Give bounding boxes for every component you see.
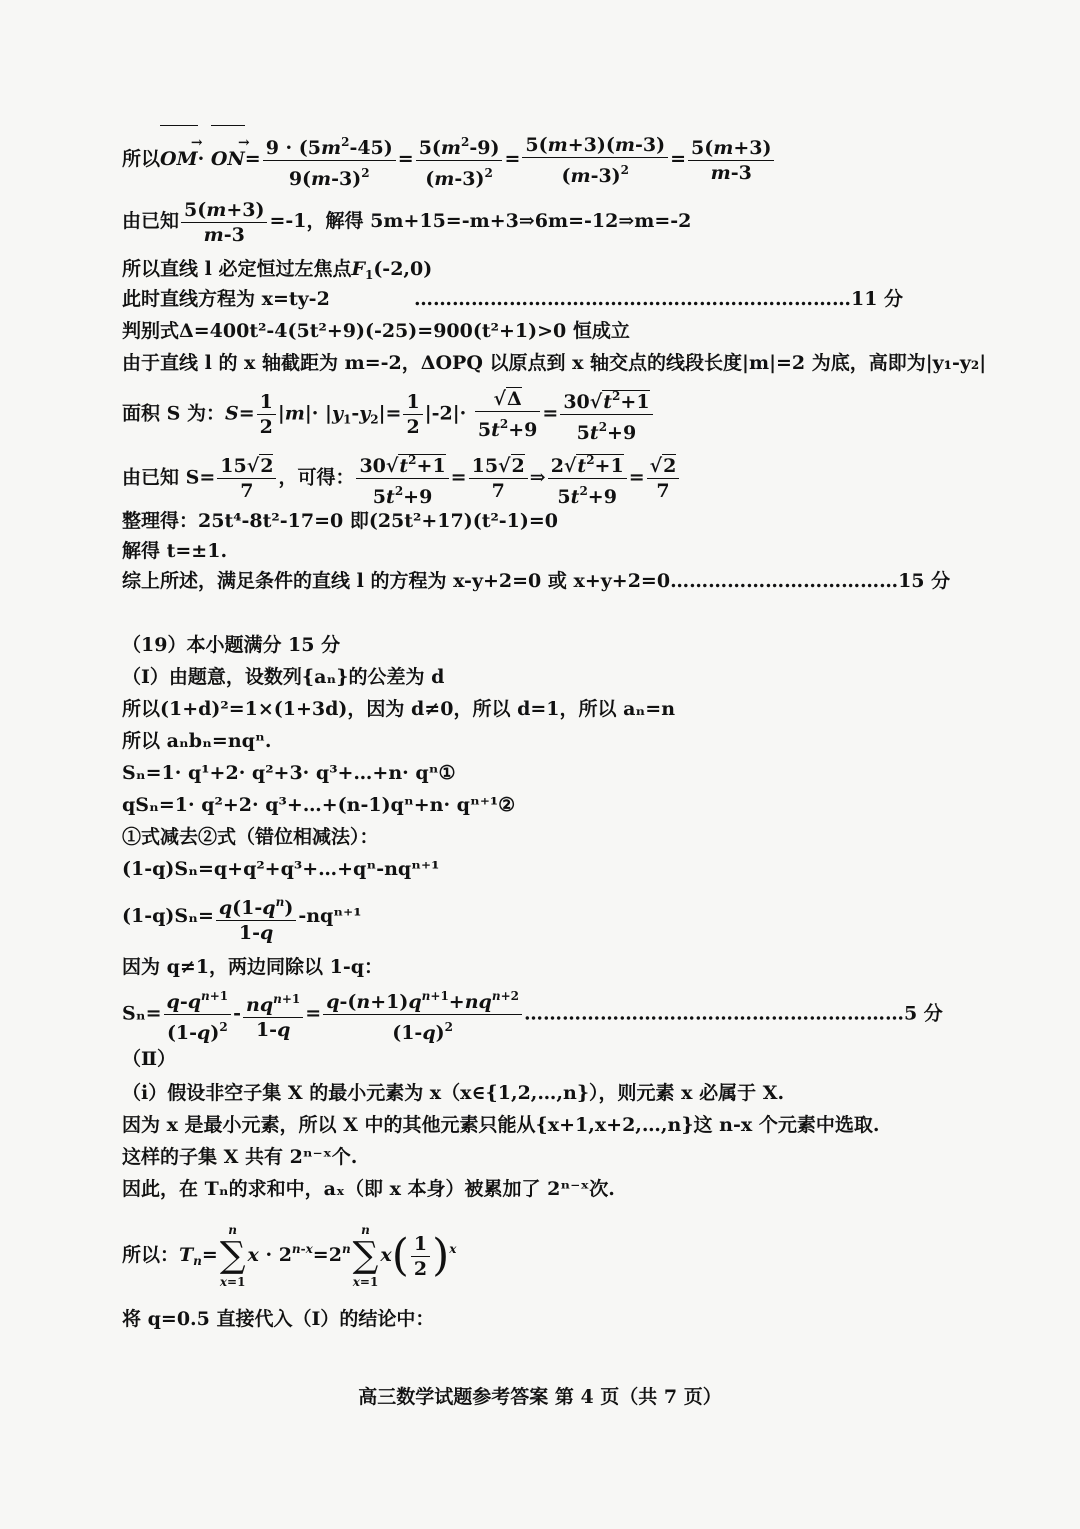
common-difference-line bbox=[122, 696, 675, 722]
line-text: 所以： bbox=[122, 1244, 180, 1266]
line-text: （19）本小题满分 15 分 bbox=[122, 634, 341, 656]
line-text: Sₙ=1· q¹+2· q²+3· q³+…+n· qⁿ① bbox=[122, 762, 456, 784]
simplify-line bbox=[122, 508, 558, 534]
base-height-line bbox=[122, 350, 986, 376]
score-label: 5 分 bbox=[903, 1002, 943, 1025]
line-text: (1-q)Sₙ= bbox=[122, 905, 214, 927]
line-text: 整理得：25t⁴-8t²-17=0 即(25t²+17)(t²-1)=0 bbox=[122, 510, 559, 532]
line-text: Sₙ= bbox=[122, 1002, 162, 1025]
question-heading bbox=[122, 632, 340, 658]
subset-count bbox=[122, 1144, 357, 1170]
sn-result-line: Sₙ= $\frac{q-q^{n+1}}{(1-q)^2}$ - $\frac{nq^{n+1}}{1-q}$ = $\frac{q-(n+1)q^{n+1}+nq^{n+2}}{(1-q)^2}$ ……………………………………………………5 分 bbox=[122, 984, 943, 1045]
line-text: 由于直线 l 的 x 轴截距为 m=-2，ΔOPQ 以原点到 x 轴交点的线段长度|m|=2 为底，高即为|y₁-y₂| bbox=[122, 352, 987, 374]
tn-sum-line: 所以：$T_n=$ n ∑ x=1 $x \cdot 2^{n-x}=2^n$ n ∑ x=1 x( $\frac{1}{2}$ )$^x$ bbox=[122, 1223, 457, 1289]
line-text: 所以直线 l 必定恒过左焦点 bbox=[122, 258, 352, 280]
line-text: 将 q=0.5 直接代入（Ⅰ）的结论中： bbox=[122, 1308, 435, 1330]
line-text: 这样的子集 X 共有 2ⁿ⁻ˣ个. bbox=[122, 1146, 358, 1168]
given-area-line: 由已知 S= $\frac{15√2}{7}$ ，可得： $\frac{30√t^2+1}{5t^2+9}$ = $\frac{15√2}{7}$ ⇒ $\frac{2√t^2+1}{5t^2+9}$ = $\frac{√2}{7}$ bbox=[122, 448, 681, 509]
difference-line bbox=[122, 856, 439, 882]
area-line: 面积 S 为：S= $\frac{1}{2}$ $|m|\cdot |y_1-y_2|=$ $\frac{1}{2}$ |-2|· $\frac{√\Delta}{5t^2+9}$ = $\frac{30√t^2+1}{5t^2+9}$ bbox=[122, 384, 655, 447]
line-text: 综上所述，满足条件的直线 l 的方程为 x-y+2=0 或 x+y+2=0 bbox=[122, 570, 671, 592]
line-text: 由已知 S= bbox=[122, 466, 216, 489]
substitute-line bbox=[122, 1306, 434, 1332]
dot-product-line: 所以OM →· ON →= $\frac{9 \cdot (5m^2-45)}{9(m-3)^2}$ = $\frac{5(m^2-9)}{(m-3)^2}$ = $\frac{5(m+3)(m-3)}{(m-3)^2}$ = $\frac{5(m+3)}{m-3}$ bbox=[122, 128, 776, 191]
focus-line: 所以直线 l 必定恒过左焦点$F_1(-2,0)$ bbox=[122, 258, 433, 282]
line-text: ①式减去②式（错位相减法）： bbox=[122, 826, 379, 848]
line-text: (-2,0) bbox=[373, 258, 433, 280]
part1-intro bbox=[122, 664, 444, 690]
part2-heading bbox=[122, 1046, 176, 1072]
line-text: 面积 S 为： bbox=[122, 402, 225, 425]
line-equation bbox=[122, 286, 330, 312]
score-label: 11 分 bbox=[851, 288, 904, 310]
line-text: （Ⅰ）由题意，设数列{aₙ}的公差为 d bbox=[122, 666, 445, 688]
line-text: 因此，在 Tₙ的求和中，aₓ（即 x 本身）被累加了 2ⁿ⁻ˣ次. bbox=[122, 1178, 615, 1200]
score-leader: ……………………………………………………………11 分 bbox=[414, 288, 904, 310]
line-text: 所以(1+d)²=1×(1+3d)，因为 d≠0，所以 d=1，所以 aₙ=n bbox=[122, 698, 676, 720]
line-text: （ⅰ）假设非空子集 X 的最小元素为 x（x∈{1,2,…,n}），则元素 x 必属于 X. bbox=[122, 1082, 785, 1104]
line-text: 所以 bbox=[122, 148, 161, 170]
line-text: 解得 t=±1. bbox=[122, 540, 228, 562]
subset-selection bbox=[122, 1112, 879, 1138]
line-text: 由已知 bbox=[122, 210, 180, 232]
line-text: (1-q)Sₙ=q+q²+q³+…+qⁿ-nqⁿ⁺¹ bbox=[122, 858, 440, 880]
line-text: 此时直线方程为 x=ty-2 bbox=[122, 288, 330, 310]
accumulate-line bbox=[122, 1176, 615, 1202]
sum-eq1 bbox=[122, 760, 456, 786]
line-text: 所以 aₙbₙ=nqⁿ. bbox=[122, 730, 272, 752]
line-text: 因为 x 是最小元素，所以 X 中的其他元素只能从{x+1,x+2,…,n}这 n-x 个元素中选取. bbox=[122, 1114, 880, 1136]
line-text: 判别式Δ=400t²-4(5t²+9)(-25)=900(t²+1)>0 恒成立 bbox=[122, 320, 630, 342]
score-label: 15 分 bbox=[898, 570, 951, 592]
geometric-sum-line: (1-q)Sₙ= $\frac{q(1-q^n)}{1-q}$ -nqⁿ⁺¹ bbox=[122, 888, 362, 945]
sum-eq2 bbox=[122, 792, 515, 818]
line-text: =-1，解得 5m+15=-m+3⇒6m=-12⇒m=-2 bbox=[269, 210, 692, 232]
divide-line bbox=[122, 954, 383, 980]
line-text: -nqⁿ⁺¹ bbox=[298, 905, 362, 927]
solve-m-line: 由已知 $\frac{5(m+3)}{m-3}$ =-1，解得 5m+15=-m+3⇒6m=-12⇒m=-2 bbox=[122, 198, 692, 246]
solution-t-line bbox=[122, 538, 227, 564]
line-text: 因为 q≠1，两边同除以 1-q： bbox=[122, 956, 384, 978]
line-text: ，可得： bbox=[278, 466, 355, 489]
product-line bbox=[122, 728, 271, 754]
line-text: qSₙ=1· q²+2· q³+…+(n-1)qⁿ+n· qⁿ⁺¹② bbox=[122, 794, 516, 816]
subset-assumption bbox=[122, 1080, 784, 1106]
line-text: （Ⅱ） bbox=[122, 1048, 177, 1070]
discriminant-line bbox=[122, 318, 630, 344]
subtract-line bbox=[122, 824, 379, 850]
page-footer: 高三数学试题参考答案 第 4 页（共 7 页） bbox=[358, 1386, 722, 1408]
conclusion-line: 综上所述，满足条件的直线 l 的方程为 x-y+2=0 或 x+y+2=0………………………………15 分 bbox=[122, 570, 951, 592]
